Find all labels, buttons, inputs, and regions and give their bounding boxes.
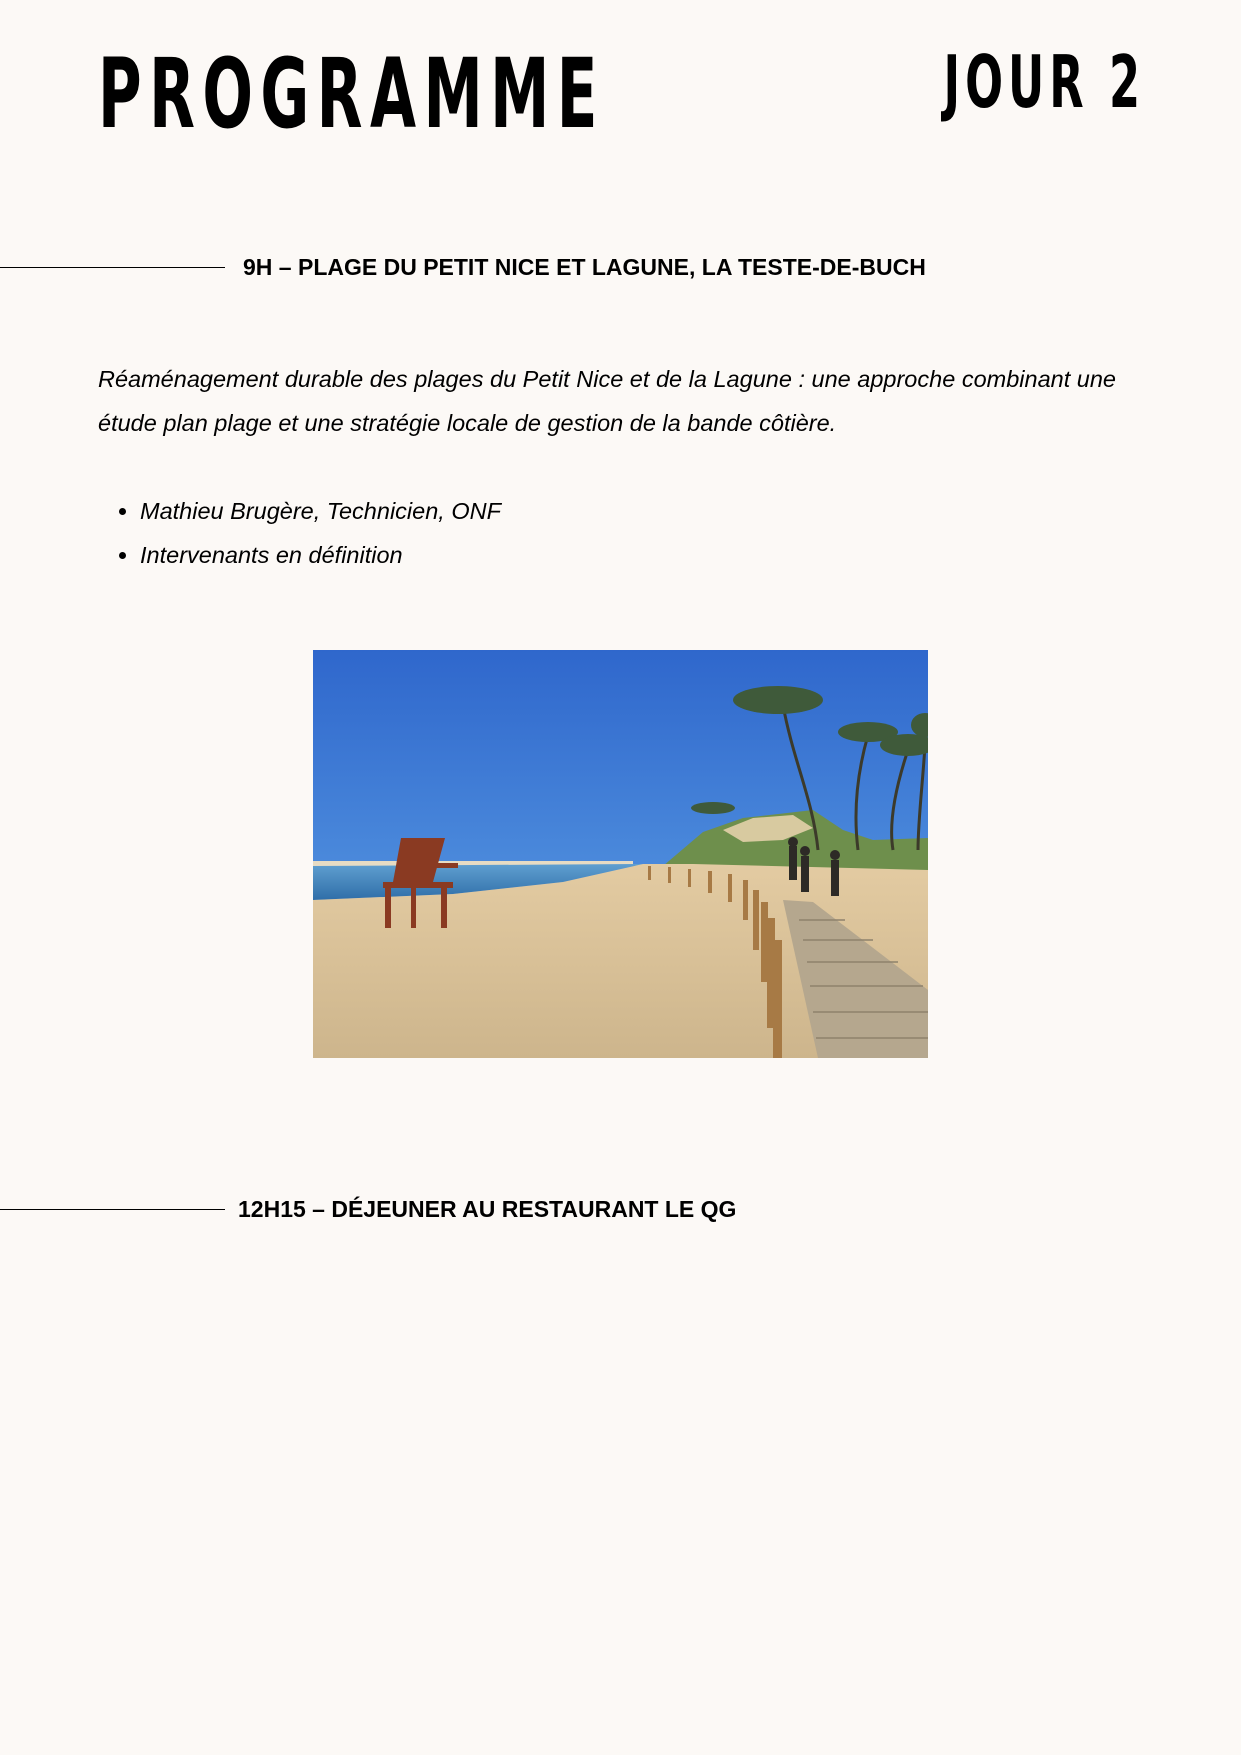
beach-photo <box>313 650 928 1058</box>
heading-rule <box>0 1209 225 1210</box>
speaker-item: • Intervenants en définition <box>140 533 501 577</box>
session-heading-text: 12H15 – DÉJEUNER AU RESTAURANT LE QG <box>238 1196 737 1222</box>
speaker-list <box>98 489 501 577</box>
heading-rule <box>0 267 225 268</box>
session-heading-text: 9H – PLAGE DU PETIT NICE ET LAGUNE, LA TESTE-DE-BUCH <box>243 254 926 280</box>
speaker-item: • Mathieu Brugère, Technicien, ONF <box>140 489 501 533</box>
session-description: Réaménagement durable des plages du Petit Nice et de la Lagune : une approche combinant une étude plan plage et une stratégie locale de gestion de la bande côtière. <box>98 366 1116 436</box>
page-title: PROGRAMME <box>98 38 605 150</box>
session-heading-1 <box>0 254 926 281</box>
day-label: JOUR 2 <box>943 40 1145 124</box>
session-heading-2 <box>0 1196 736 1223</box>
